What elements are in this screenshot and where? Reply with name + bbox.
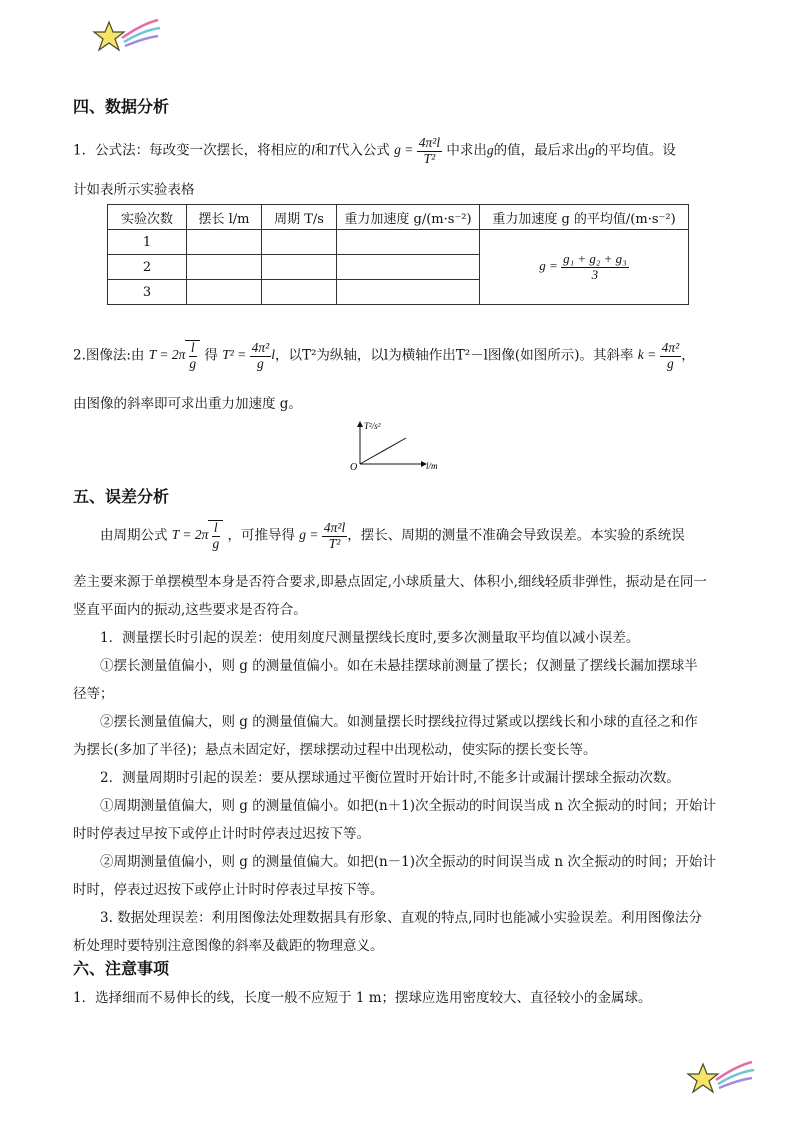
error-item-2b-line2: 时时，停表过迟按下或停止计时时停表过早按下等。: [73, 882, 384, 898]
shooting-star-icon: [686, 1058, 756, 1102]
method2-paragraph: 2.图像法:由 T = 2π $\frac{l}{g}$ 得 T² = $\frac{\text{4π²}}{g}$ l，以T²为纵轴，以l为横轴作出T²－l图像(如图所示)。其斜率 k = $\frac{\text{4π²}}{g}$ ，: [73, 340, 695, 371]
error-item-1: 1．测量摆长时引起的误差：使用刻度尺测量摆线长度时,要多次测量取平均值以减小误差。: [100, 630, 640, 646]
graph-ylabel: T²/s²: [364, 421, 381, 431]
avg-formula-cell: g = $\frac{\text{g₁ + g₂ + g₃}}{3}$: [480, 230, 689, 305]
error-intro-line3: 竖直平面内的振动,这些要求是否符合。: [73, 602, 307, 618]
table-header: 重力加速度 g 的平均值/(m·s⁻²): [480, 205, 689, 230]
table-cell: 3: [108, 280, 187, 305]
method1-line2: 计如表所示实验表格: [73, 182, 195, 198]
table-header-row: [108, 205, 689, 230]
table-header: 周期 T/s: [262, 205, 337, 230]
error-item-3: 3. 数据处理误差：利用图像法处理数据具有形象、直观的特点,同时也能减小实验误差。利用图像法分: [100, 910, 702, 926]
table-cell: 1: [108, 230, 187, 255]
section-heading-error-analysis: 五、误差分析: [73, 487, 170, 506]
t2-l-graph: [346, 418, 450, 472]
error-item-1a-line2: 径等；: [73, 686, 114, 702]
error-item-3-line2: 析处理时要特别注意图像的斜率及截距的物理意义。: [73, 938, 384, 954]
method2-line2: 由图像的斜率即可求出重力加速度 g。: [73, 396, 302, 412]
table-header: 摆长 l/m: [187, 205, 262, 230]
table-row: [108, 230, 689, 255]
table-header: 重力加速度 g/(m·s⁻²): [337, 205, 480, 230]
error-item-1b: ②摆长测量值偏大，则 g 的测量值偏大。如测量摆长时摆线拉得过紧或以摆线长和小球的直径之和作: [100, 714, 698, 730]
section-heading-data-analysis: 四、数据分析: [73, 97, 170, 116]
notes-item-1: 1．选择细而不易伸长的线，长度一般不应短于 1 m；摆球应选用密度较大、直径较小的金属球。: [73, 990, 652, 1006]
error-intro: 由周期公式 T = 2π $\frac{l}{g}$ ，可推导得 g = $\frac{\text{4π²l}}{\text{T²}}$ ，摆长、周期的测量不准确会导致误差。本实验的系统误: [100, 520, 685, 551]
table-cell: 2: [108, 255, 187, 280]
method1-paragraph: 1．公式法：每改变一次摆长，将相应的l和T代入公式 g = $\frac{\text{4π²l}}{\text{T²}}$ 中求出g的值，最后求出g的平均值。设: [73, 135, 676, 166]
experiment-table: [107, 204, 689, 305]
shooting-star-icon: [92, 16, 162, 60]
table-header: 实验次数: [108, 205, 187, 230]
graph-xlabel: l/m: [426, 461, 438, 471]
error-item-2a: ①周期测量值偏大，则 g 的测量值偏小。如把(n＋1)次全振动的时间误当成 n 次全振动的时间；开始计: [100, 798, 716, 814]
error-item-1b-line2: 为摆长(多加了半径)；悬点未固定好，摆球摆动过程中出现松动，使实际的摆长变长等。: [73, 742, 597, 758]
error-intro-line2: 差主要来源于单摆模型本身是否符合要求,即悬点固定,小球质量大、体积小,细线轻质非弹性，振动是在同一: [73, 574, 707, 590]
error-item-2a-line2: 时时停表过早按下或停止计时时停表过迟按下等。: [73, 826, 370, 842]
error-item-2b: ②周期测量值偏小，则 g 的测量值偏大。如把(n－1)次全振动的时间误当成 n 次全振动的时间；开始计: [100, 854, 716, 870]
formula-g: g = $\frac{\text{4π²l}}{\text{T²}}$: [394, 135, 441, 166]
section-heading-notes: 六、注意事项: [73, 959, 170, 978]
graph-origin: O: [350, 462, 358, 472]
error-item-1a: ①摆长测量值偏小，则 g 的测量值偏小。如在未悬挂摆球前测量了摆长；仅测量了摆线长漏加摆球半: [100, 658, 698, 674]
error-item-2: 2．测量周期时引起的误差：要从摆球通过平衡位置时开始计时,不能多计或漏计摆球全振动次数。: [100, 770, 680, 786]
